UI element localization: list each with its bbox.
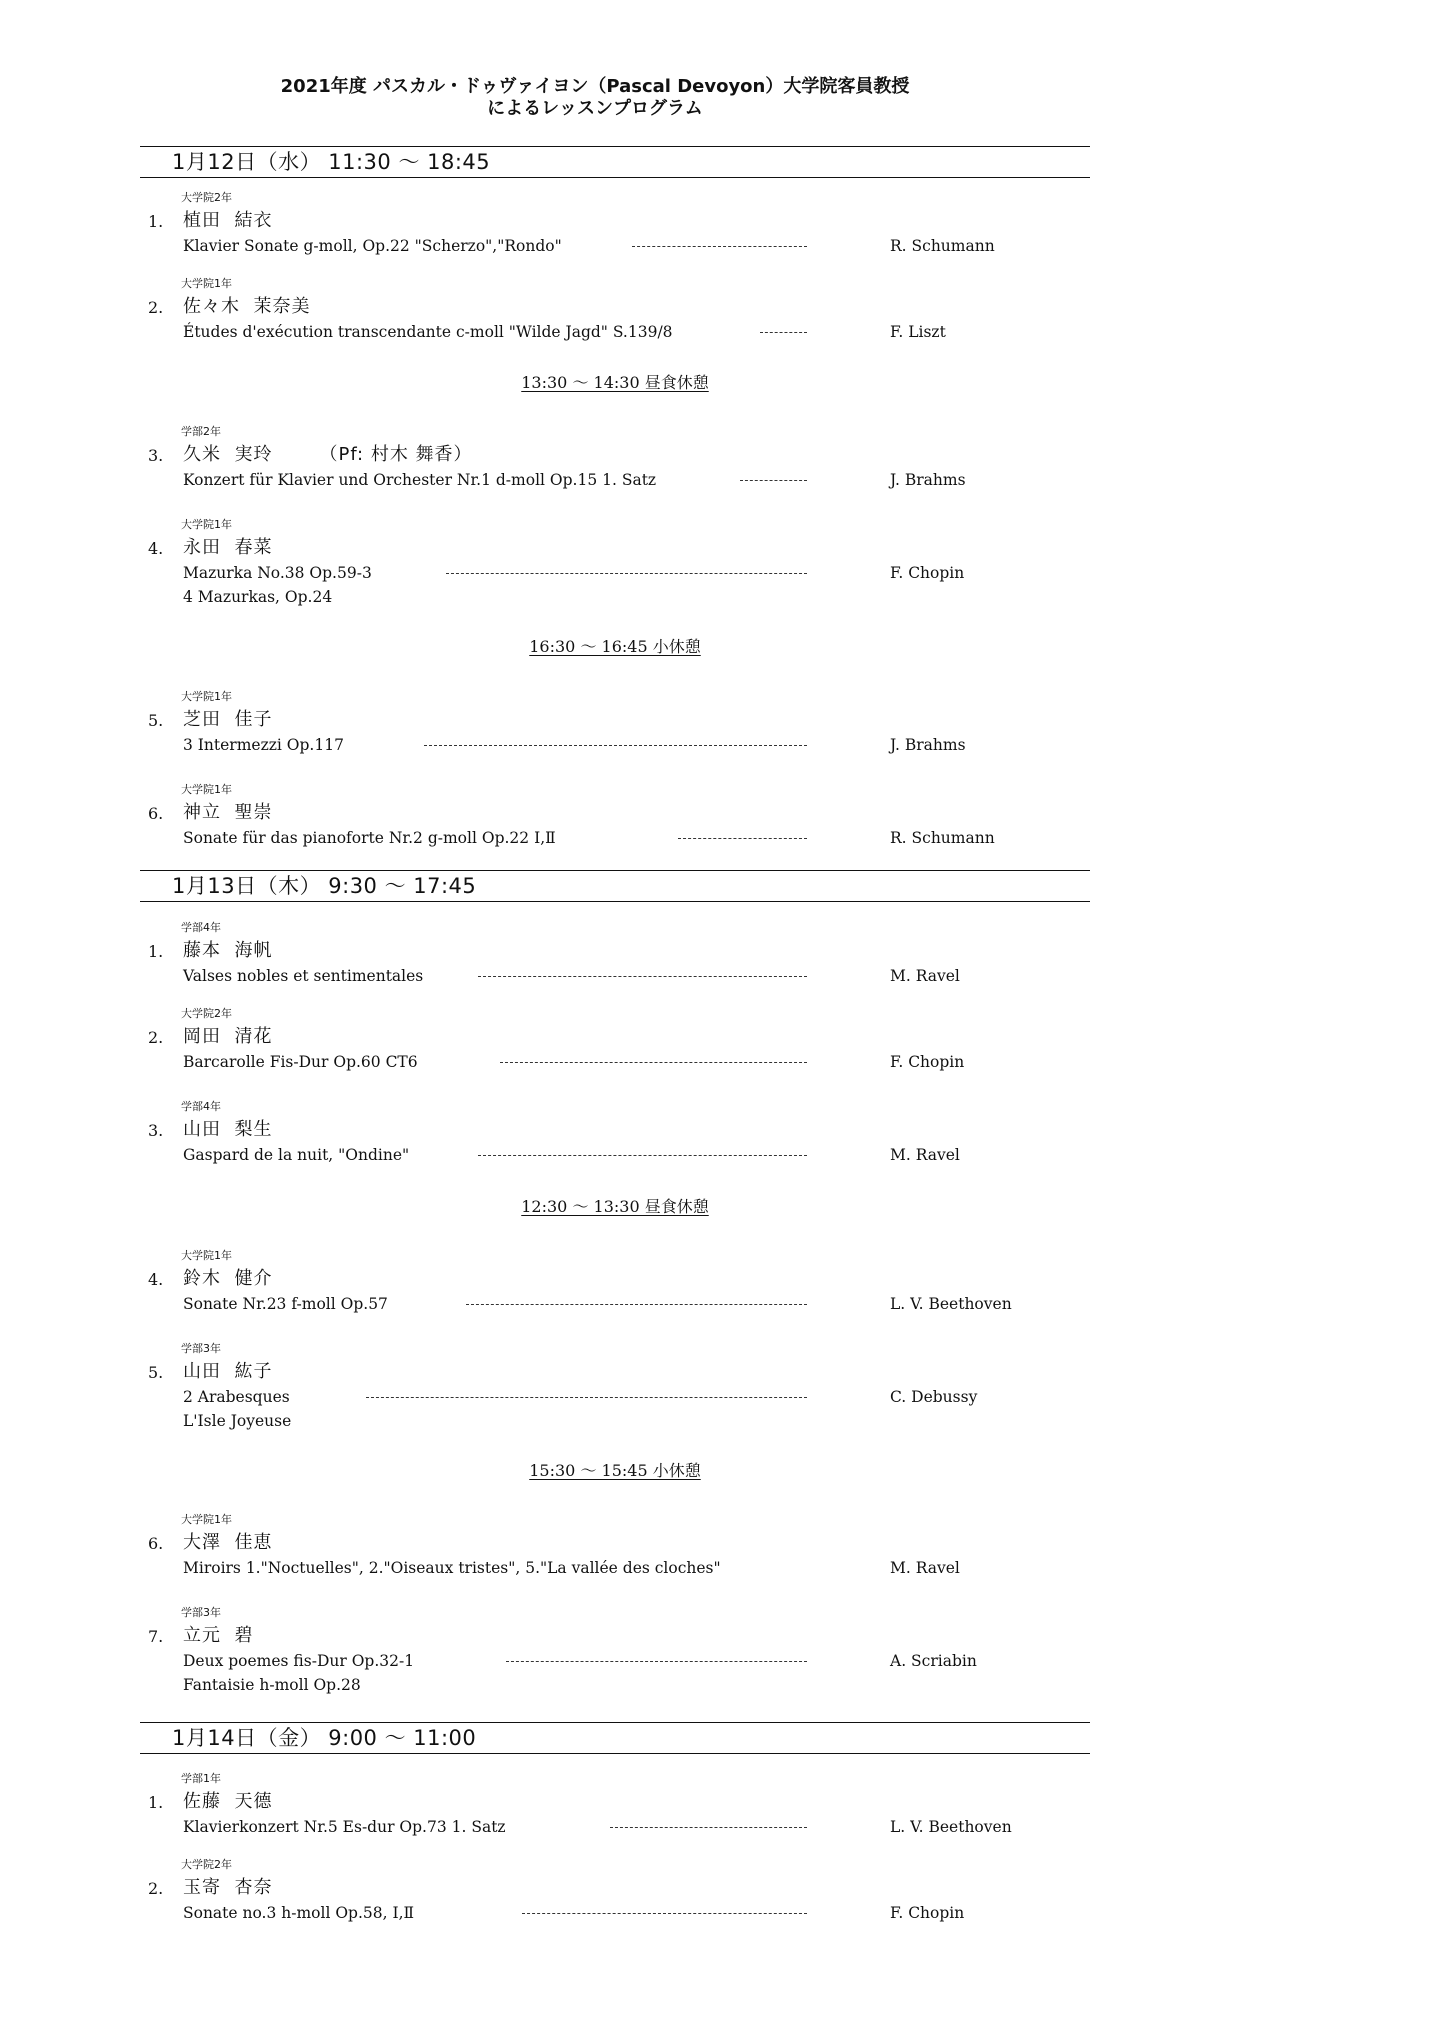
student-name: 久米 実玲 （Pf: 村木 舞香） [183,444,473,465]
work-title: 3 Intermezzi Op.117 [183,736,344,754]
work-title: 2 Arabesques [183,1388,290,1406]
entry-number: 3. [148,446,164,465]
student-name: 山田 梨生 [183,1119,273,1140]
title-line-2: によるレッスンプログラム [487,98,703,119]
composer: R. Schumann [890,237,995,255]
leader-line [740,480,807,481]
work-title: Konzert für Klavier und Orchester Nr.1 d-moll Op.15 1. Satz [183,471,657,489]
entry-number: 6. [148,1534,164,1553]
student-year: 学部3年 [181,1606,221,1619]
student-name: 芝田 佳子 [183,709,273,730]
student-year: 大学院1年 [181,277,232,290]
student-year: 大学院2年 [181,1007,232,1020]
leader-line [424,745,807,746]
student-year: 学部4年 [181,921,221,934]
student-name: 立元 碧 [183,1625,254,1646]
leader-line [760,332,807,333]
day-header-jan13 [140,870,1090,902]
student-name: 植田 結衣 [183,210,273,231]
entry-number: 1. [148,942,164,961]
student-name: 神立 聖崇 [183,802,273,823]
student-name: 永田 春菜 [183,537,273,558]
entry-number: 3. [148,1121,164,1140]
student-year: 大学院1年 [181,518,232,531]
day-header-text: 1月14日（金） 9:00 〜 11:00 [172,1726,477,1750]
title-line-1: 2021年度 パスカル・ドゥヴァイヨン（Pascal Devoyon）大学院客員教授 [280,76,910,97]
work-title: Klavierkonzert Nr.5 Es-dur Op.73 1. Satz [183,1818,506,1836]
leader-line [366,1397,807,1398]
entry-number: 2. [148,1028,164,1047]
student-year: 学部2年 [181,425,221,438]
day-header-text: 1月13日（木） 9:30 〜 17:45 [172,874,477,898]
composer: F. Liszt [890,323,946,341]
leader-line [446,573,807,574]
day-header-jan14 [140,1722,1090,1754]
work-title: Deux poemes fis-Dur Op.32-1 [183,1652,415,1670]
student-name: 山田 紘子 [183,1361,273,1382]
work-title: Mazurka No.38 Op.59-3 [183,564,372,582]
work-title: Fantaisie h-moll Op.28 [183,1676,361,1694]
work-title: L'Isle Joyeuse [183,1412,292,1430]
leader-line [610,1827,807,1828]
work-title: Études d'exécution transcendante c-moll "Wilde Jagd" S.139/8 [183,323,673,341]
work-title: 4 Mazurkas, Op.24 [183,588,333,606]
lunch-break-day1: 13:30 〜 14:30 昼食休憩 [521,373,709,392]
student-year: 大学院2年 [181,191,232,204]
composer: J. Brahms [890,736,966,754]
composer: F. Chopin [890,1053,965,1071]
leader-line [500,1062,807,1063]
student-year: 大学院2年 [181,1858,232,1871]
leader-line [522,1913,807,1914]
composer: M. Ravel [890,1146,960,1164]
entry-number: 1. [148,212,164,231]
entry-number: 6. [148,804,164,823]
work-title: Klavier Sonate g-moll, Op.22 "Scherzo","Rondo" [183,237,562,255]
composer: L. V. Beethoven [890,1295,1012,1313]
student-name: 佐藤 天德 [183,1791,273,1812]
document-title [0,76,1190,120]
entry-number: 4. [148,1270,164,1289]
student-name: 岡田 清花 [183,1026,273,1047]
composer: C. Debussy [890,1388,978,1406]
student-name: 玉寄 杏奈 [183,1877,273,1898]
work-title: Gaspard de la nuit, "Ondine" [183,1146,410,1164]
day-header-text: 1月12日（水） 11:30 〜 18:45 [172,150,491,174]
entry-number: 7. [148,1627,164,1646]
work-title: Valses nobles et sentimentales [183,967,424,985]
composer: M. Ravel [890,1559,960,1577]
day-header-jan12 [140,146,1090,178]
student-year: 大学院1年 [181,690,232,703]
leader-line [632,246,807,247]
composer: A. Scriabin [890,1652,977,1670]
leader-line [466,1304,807,1305]
student-year: 大学院1年 [181,783,232,796]
entry-number: 4. [148,539,164,558]
student-name: 大澤 佳恵 [183,1532,273,1553]
student-year: 大学院1年 [181,1513,232,1526]
entry-number: 2. [148,1879,164,1898]
student-year: 大学院1年 [181,1249,232,1262]
work-title: Miroirs 1."Noctuelles", 2."Oiseaux tristes", 5."La vallée des cloches" [183,1559,721,1577]
leader-line [478,1155,807,1156]
student-name: 鈴木 健介 [183,1268,273,1289]
student-name: 藤本 海帆 [183,940,273,961]
entry-number: 5. [148,1363,164,1382]
composer: F. Chopin [890,1904,965,1922]
leader-line [678,838,807,839]
work-title: Barcarolle Fis-Dur Op.60 CT6 [183,1053,418,1071]
composer: R. Schumann [890,829,995,847]
work-title: Sonate no.3 h-moll Op.58, Ⅰ,Ⅱ [183,1904,415,1922]
composer: L. V. Beethoven [890,1818,1012,1836]
entry-number: 1. [148,1793,164,1812]
entry-number: 2. [148,298,164,317]
entry-number: 5. [148,711,164,730]
leader-line [506,1661,807,1662]
leader-line [478,976,807,977]
student-year: 学部4年 [181,1100,221,1113]
composer: F. Chopin [890,564,965,582]
student-year: 学部1年 [181,1772,221,1785]
student-year: 学部3年 [181,1342,221,1355]
short-break-day1: 16:30 〜 16:45 小休憩 [529,637,701,656]
short-break-day2: 15:30 〜 15:45 小休憩 [529,1461,701,1480]
work-title: Sonate Nr.23 f-moll Op.57 [183,1295,388,1313]
composer: M. Ravel [890,967,960,985]
work-title: Sonate für das pianoforte Nr.2 g-moll Op.22 Ⅰ,Ⅱ [183,829,556,847]
composer: J. Brahms [890,471,966,489]
student-name: 佐々木 茉奈美 [183,296,311,317]
lunch-break-day2: 12:30 〜 13:30 昼食休憩 [521,1197,709,1216]
